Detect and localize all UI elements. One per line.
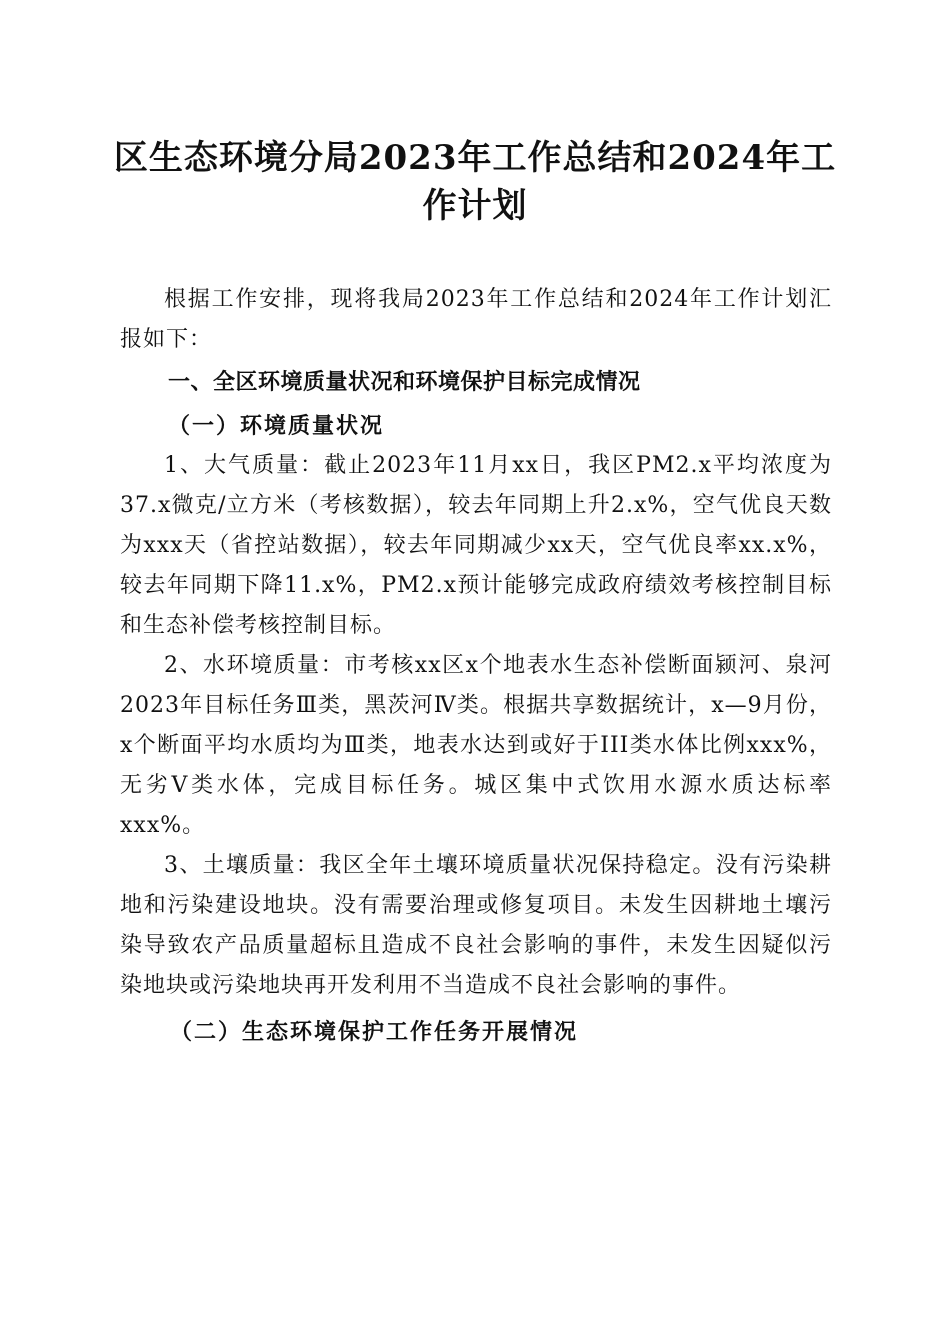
document-title: 区生态环境分局2023年工作总结和2024年工作计划 (113, 138, 837, 226)
subsection-2-heading: （二）生态环境保护工作任务开展情况 (170, 1019, 579, 1045)
subsection-1-heading: （一）环境质量状况 (168, 413, 385, 439)
soil-quality-paragraph: 3、土壤质量：我区全年土壤环境质量状况保持稳定。没有污染耕地和污染建设地块。没有需要治理或修复项目。未发生因耕地土壤污染导致农产品质量超标且造成不良社会影响的事件，未发生因疑似污染地块或污染地块再开发利用不当造成不良社会影响的事件。 (120, 853, 832, 998)
air-quality-paragraph: 1、大气质量：截止2023年11月xx日，我区PM2.x平均浓度为37.x微克/立方米（考核数据），较去年同期上升2.x%，空气优良天数为xxx天（省控站数据），较去年同期减少xx天，空气优良率xx.x%，较去年同期下降11.x%，PM2.x预计能够完成政府绩效考核控制目标和生态补偿考核控制目标。 (120, 453, 832, 638)
section-1-heading: 一、全区环境质量状况和环境保护目标完成情况 (168, 370, 641, 395)
document-body (120, 280, 832, 1052)
intro-paragraph: 根据工作安排，现将我局2023年工作总结和2024年工作计划汇报如下： (120, 287, 832, 352)
water-quality-paragraph: 2、水环境质量：市考核xx区x个地表水生态补偿断面颍河、泉河2023年目标任务Ⅲ类，黑茨河Ⅳ类。根据共享数据统计，x—9月份，x个断面平均水质均为Ⅲ类，地表水达到或好于III类水体比例xxx%，无劣Ⅴ类水体，完成目标任务。城区集中式饮用水源水质达标率xxx%。 (120, 653, 832, 838)
